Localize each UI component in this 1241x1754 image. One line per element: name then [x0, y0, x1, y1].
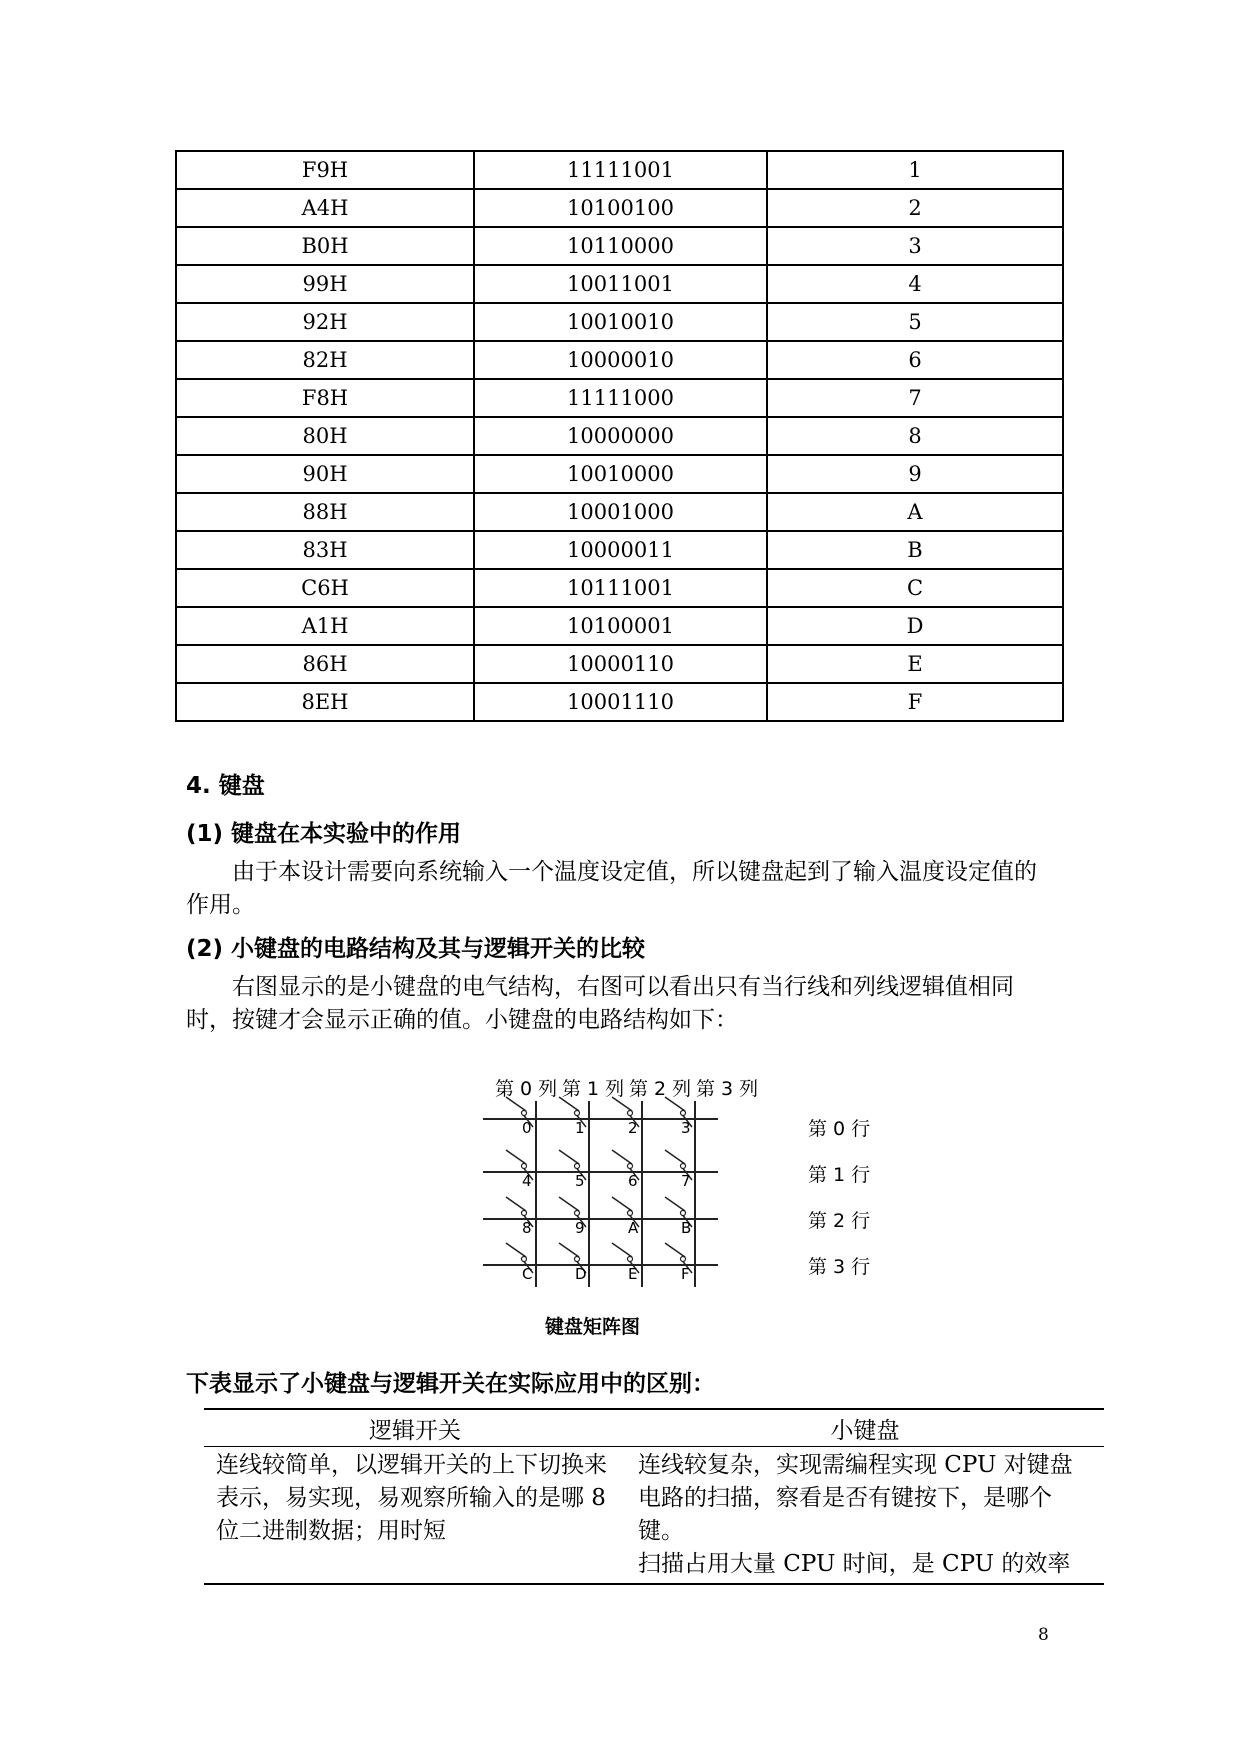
key-label: 0 — [522, 1119, 532, 1137]
hex-code-cell: 83H — [176, 531, 474, 569]
table-row — [176, 417, 1063, 455]
binary-code-cell: 10001110 — [474, 683, 767, 721]
switch-node — [575, 1257, 580, 1262]
digit-cell: 7 — [767, 379, 1063, 417]
switch-contact — [665, 1243, 685, 1257]
switch-node — [628, 1211, 633, 1216]
switch-node — [522, 1111, 527, 1116]
row-label: 第 2 行 — [808, 1210, 871, 1232]
hex-code-cell: 82H — [176, 341, 474, 379]
digit-cell: E — [767, 645, 1063, 683]
hex-code-cell: 92H — [176, 303, 474, 341]
key-label: 6 — [628, 1172, 638, 1190]
binary-code-cell: 10010010 — [474, 303, 767, 341]
keypad-line-1: 连线较复杂，实现需编程实现 CPU 对键盘电路的扫描，察看是否有键按下，是哪个键。 — [638, 1452, 1073, 1544]
digit-cell: F — [767, 683, 1063, 721]
binary-code-cell: 10000011 — [474, 531, 767, 569]
digit-cell: B — [767, 531, 1063, 569]
key-label: D — [575, 1265, 587, 1283]
digit-cell: 2 — [767, 189, 1063, 227]
digit-cell: 3 — [767, 227, 1063, 265]
hex-code-cell: 80H — [176, 417, 474, 455]
switch-node — [628, 1257, 633, 1262]
hex-code-cell: 88H — [176, 493, 474, 531]
column-label: 第 3 列 — [696, 1078, 759, 1100]
table-row — [176, 303, 1063, 341]
digit-cell: 6 — [767, 341, 1063, 379]
table-row — [176, 607, 1063, 645]
page-number: 8 — [1038, 1625, 1049, 1645]
hex-code-cell: A1H — [176, 607, 474, 645]
paragraph-keypad-structure: 右图显示的是小键盘的电气结构，右图可以看出只有当行线和列线逻辑值相同时，按键才会显示正确的值。小键盘的电路结构如下： — [186, 974, 1014, 1033]
switch-node — [575, 1111, 580, 1116]
switch-contact — [559, 1197, 579, 1211]
table-row — [176, 455, 1063, 493]
keypad-matrix-figure — [478, 1075, 898, 1345]
binary-code-cell: 11111001 — [474, 151, 767, 189]
digit-cell: D — [767, 607, 1063, 645]
switch-node — [522, 1257, 527, 1262]
key-label: 2 — [628, 1119, 638, 1137]
cell-logic-switch: 连线较简单，以逻辑开关的上下切换来表示，易实现，易观察所输入的是哪 8 位二进制数据；用时短 — [204, 1447, 626, 1585]
column-label: 第 1 列 — [562, 1078, 625, 1100]
hex-code-cell: 99H — [176, 265, 474, 303]
switch-contact — [612, 1150, 632, 1164]
key-label: 5 — [575, 1172, 585, 1190]
digit-cell: 4 — [767, 265, 1063, 303]
key-label: F — [681, 1265, 690, 1283]
row-label: 第 0 行 — [808, 1118, 871, 1140]
figure-caption: 键盘矩阵图 — [545, 1316, 641, 1338]
binary-code-cell: 10100001 — [474, 607, 767, 645]
binary-code-cell: 10001000 — [474, 493, 767, 531]
digit-cell: 8 — [767, 417, 1063, 455]
comparison-intro: 下表显示了小键盘与逻辑开关在实际应用中的区别： — [186, 1371, 715, 1397]
digit-cell: 1 — [767, 151, 1063, 189]
table-row — [176, 189, 1063, 227]
table-row — [176, 645, 1063, 683]
table-row — [176, 265, 1063, 303]
table-row — [176, 379, 1063, 417]
key-label: 1 — [575, 1119, 585, 1137]
table-row — [176, 227, 1063, 265]
hex-code-cell: A4H — [176, 189, 474, 227]
switch-contact — [612, 1197, 632, 1211]
digit-cell: 9 — [767, 455, 1063, 493]
binary-code-cell: 10110000 — [474, 227, 767, 265]
row-label: 第 3 行 — [808, 1256, 871, 1278]
switch-contact — [665, 1197, 685, 1211]
key-label: B — [681, 1219, 692, 1237]
header-logic-switch: 逻辑开关 — [204, 1409, 626, 1447]
switch-contact — [506, 1150, 526, 1164]
key-label: 7 — [681, 1172, 691, 1190]
switch-node — [522, 1164, 527, 1169]
section-heading-keyboard: 4. 键盘 — [186, 773, 265, 799]
column-label: 第 2 列 — [629, 1078, 692, 1100]
binary-code-cell: 11111000 — [474, 379, 767, 417]
key-label: C — [522, 1265, 533, 1283]
key-label: E — [628, 1265, 638, 1283]
digit-cell: C — [767, 569, 1063, 607]
switch-node — [681, 1111, 686, 1116]
cell-keypad — [626, 1447, 1104, 1585]
key-label: A — [628, 1219, 639, 1237]
binary-code-cell: 10111001 — [474, 569, 767, 607]
key-label: 3 — [681, 1119, 691, 1137]
hex-code-cell: C6H — [176, 569, 474, 607]
paragraph-keyboard-role: 由于本设计需要向系统输入一个温度设定值，所以键盘起到了输入温度设定值的作用。 — [186, 859, 1037, 918]
switch-node — [628, 1111, 633, 1116]
switch-contact — [559, 1243, 579, 1257]
switch-node — [681, 1257, 686, 1262]
hex-code-cell: F8H — [176, 379, 474, 417]
comparison-table — [204, 1408, 1104, 1585]
hex-code-cell: 90H — [176, 455, 474, 493]
table-row — [176, 683, 1063, 721]
table-row — [176, 531, 1063, 569]
switch-contact — [612, 1243, 632, 1257]
switch-node — [522, 1211, 527, 1216]
binary-code-cell: 10011001 — [474, 265, 767, 303]
digit-cell: A — [767, 493, 1063, 531]
hex-code-cell: B0H — [176, 227, 474, 265]
switch-contact — [665, 1150, 685, 1164]
key-label: 4 — [522, 1172, 532, 1190]
table-row — [176, 569, 1063, 607]
switch-node — [575, 1164, 580, 1169]
digit-cell: 5 — [767, 303, 1063, 341]
binary-code-cell: 10000010 — [474, 341, 767, 379]
switch-contact — [506, 1197, 526, 1211]
key-label: 9 — [575, 1219, 585, 1237]
switch-node — [681, 1164, 686, 1169]
subheading-keyboard-role: (1) 键盘在本实验中的作用 — [186, 821, 462, 847]
header-keypad: 小键盘 — [626, 1409, 1104, 1447]
switch-node — [575, 1211, 580, 1216]
binary-code-cell: 10100100 — [474, 189, 767, 227]
switch-contact — [559, 1150, 579, 1164]
keypad-line-2: 扫描占用大量 CPU 时间，是 CPU 的效率 — [638, 1551, 1071, 1577]
binary-code-cell: 10000110 — [474, 645, 767, 683]
table-row — [176, 493, 1063, 531]
binary-code-cell: 10000000 — [474, 417, 767, 455]
hex-code-cell: 8EH — [176, 683, 474, 721]
binary-code-cell: 10010000 — [474, 455, 767, 493]
switch-node — [628, 1164, 633, 1169]
column-label: 第 0 列 — [495, 1078, 558, 1100]
hex-code-cell: F9H — [176, 151, 474, 189]
table-row — [176, 151, 1063, 189]
key-label: 8 — [522, 1219, 532, 1237]
hex-code-cell: 86H — [176, 645, 474, 683]
row-label: 第 1 行 — [808, 1164, 871, 1186]
table-row — [176, 341, 1063, 379]
switch-contact — [506, 1243, 526, 1257]
keypad-matrix-diagram — [478, 1075, 898, 1305]
switch-node — [681, 1211, 686, 1216]
seven-segment-code-table — [175, 150, 1064, 722]
subheading-keypad-structure: (2) 小键盘的电路结构及其与逻辑开关的比较 — [186, 936, 646, 962]
